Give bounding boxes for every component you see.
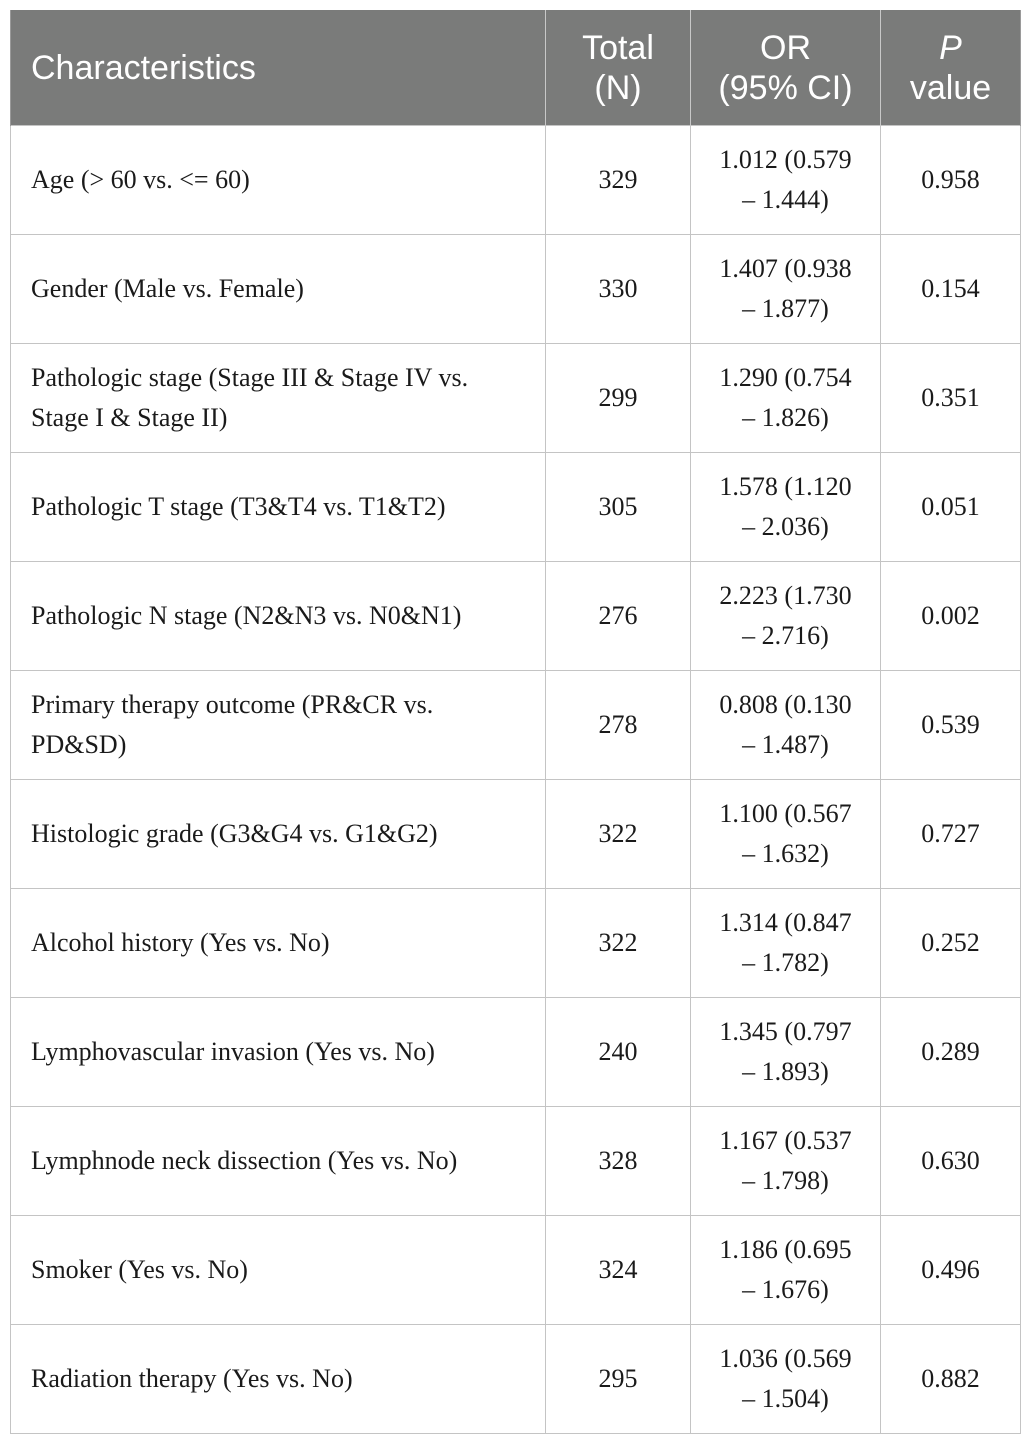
table-row: [11, 344, 1021, 453]
odds-ratio-upper: – 1.893): [742, 1057, 829, 1086]
cell-odds-ratio: [691, 126, 881, 235]
cell-characteristic: Lymphnode neck dissection (Yes vs. No): [11, 1107, 546, 1216]
cell-characteristic: Radiation therapy (Yes vs. No): [11, 1325, 546, 1434]
cell-p-value: 0.252: [881, 889, 1021, 998]
results-table: [10, 10, 1021, 1434]
cell-p-value: 0.289: [881, 998, 1021, 1107]
odds-ratio-estimate: 1.167 (0.537: [719, 1126, 852, 1155]
header-total-line2: (N): [594, 68, 642, 107]
odds-ratio-upper: – 1.877): [742, 294, 829, 323]
table-row: [11, 1107, 1021, 1216]
table-row: [11, 235, 1021, 344]
odds-ratio-estimate: 1.578 (1.120: [719, 472, 852, 501]
odds-ratio-estimate: 1.290 (0.754: [719, 363, 852, 392]
header-or-line1: OR: [760, 28, 811, 67]
cell-odds-ratio: [691, 1107, 881, 1216]
odds-ratio-upper: – 1.504): [742, 1384, 829, 1413]
header-or-line2: (95% CI): [718, 68, 853, 107]
cell-total: 305: [546, 453, 691, 562]
odds-ratio-estimate: 2.223 (1.730: [719, 581, 852, 610]
cell-p-value: 0.882: [881, 1325, 1021, 1434]
cell-characteristic: Primary therapy outcome (PR&CR vs. PD&SD): [11, 671, 546, 780]
odds-ratio-estimate: 1.407 (0.938: [719, 254, 852, 283]
header-p-line2: value: [909, 68, 992, 107]
cell-odds-ratio: [691, 453, 881, 562]
odds-ratio-upper: – 1.632): [742, 839, 829, 868]
cell-characteristic: Alcohol history (Yes vs. No): [11, 889, 546, 998]
cell-characteristic: Histologic grade (G3&G4 vs. G1&G2): [11, 780, 546, 889]
header-p-value: [881, 10, 1021, 126]
table-row: [11, 671, 1021, 780]
cell-p-value: 0.051: [881, 453, 1021, 562]
cell-total: 240: [546, 998, 691, 1107]
cell-characteristic: Gender (Male vs. Female): [11, 235, 546, 344]
odds-ratio-upper: – 1.444): [742, 185, 829, 214]
cell-odds-ratio: [691, 1325, 881, 1434]
header-characteristics: Characteristics: [11, 10, 546, 126]
cell-p-value: 0.630: [881, 1107, 1021, 1216]
table-row: [11, 126, 1021, 235]
odds-ratio-upper: – 2.036): [742, 512, 829, 541]
table-row: [11, 1325, 1021, 1434]
odds-ratio-estimate: 1.186 (0.695: [719, 1235, 852, 1264]
cell-total: 324: [546, 1216, 691, 1325]
cell-total: 329: [546, 126, 691, 235]
header-or: [691, 10, 881, 126]
cell-odds-ratio: [691, 235, 881, 344]
cell-total: 322: [546, 780, 691, 889]
cell-characteristic: Lymphovascular invasion (Yes vs. No): [11, 998, 546, 1107]
cell-total: 278: [546, 671, 691, 780]
odds-ratio-estimate: 1.012 (0.579: [719, 145, 852, 174]
odds-ratio-upper: – 1.676): [742, 1275, 829, 1304]
odds-ratio-upper: – 2.716): [742, 621, 829, 650]
cell-odds-ratio: [691, 671, 881, 780]
cell-p-value: 0.496: [881, 1216, 1021, 1325]
cell-characteristic: Age (> 60 vs. <= 60): [11, 126, 546, 235]
header-p-line1: P: [939, 28, 962, 67]
table-row: [11, 998, 1021, 1107]
odds-ratio-estimate: 1.314 (0.847: [719, 908, 852, 937]
cell-p-value: 0.958: [881, 126, 1021, 235]
table-row: [11, 453, 1021, 562]
table-row: [11, 780, 1021, 889]
odds-ratio-estimate: 1.036 (0.569: [719, 1344, 852, 1373]
header-total-line1: Total: [582, 28, 654, 67]
odds-ratio-upper: – 1.826): [742, 403, 829, 432]
cell-total: 328: [546, 1107, 691, 1216]
cell-p-value: 0.154: [881, 235, 1021, 344]
cell-p-value: 0.002: [881, 562, 1021, 671]
cell-total: 322: [546, 889, 691, 998]
table-body: [11, 126, 1021, 1434]
cell-characteristic: Smoker (Yes vs. No): [11, 1216, 546, 1325]
cell-odds-ratio: [691, 889, 881, 998]
table-row: [11, 889, 1021, 998]
cell-p-value: 0.727: [881, 780, 1021, 889]
cell-total: 276: [546, 562, 691, 671]
odds-ratio-estimate: 1.345 (0.797: [719, 1017, 852, 1046]
header-row: [11, 10, 1021, 126]
cell-characteristic: Pathologic T stage (T3&T4 vs. T1&T2): [11, 453, 546, 562]
odds-ratio-estimate: 0.808 (0.130: [719, 690, 852, 719]
odds-ratio-upper: – 1.782): [742, 948, 829, 977]
cell-odds-ratio: [691, 1216, 881, 1325]
cell-p-value: 0.351: [881, 344, 1021, 453]
cell-total: 295: [546, 1325, 691, 1434]
cell-odds-ratio: [691, 998, 881, 1107]
cell-odds-ratio: [691, 344, 881, 453]
cell-odds-ratio: [691, 780, 881, 889]
cell-p-value: 0.539: [881, 671, 1021, 780]
odds-ratio-upper: – 1.798): [742, 1166, 829, 1195]
odds-ratio-estimate: 1.100 (0.567: [719, 799, 852, 828]
table-row: [11, 1216, 1021, 1325]
header-total: [546, 10, 691, 126]
cell-characteristic: Pathologic N stage (N2&N3 vs. N0&N1): [11, 562, 546, 671]
cell-total: 299: [546, 344, 691, 453]
cell-total: 330: [546, 235, 691, 344]
table-row: [11, 562, 1021, 671]
odds-ratio-upper: – 1.487): [742, 730, 829, 759]
cell-characteristic: Pathologic stage (Stage III & Stage IV vs. Stage I & Stage II): [11, 344, 546, 453]
cell-odds-ratio: [691, 562, 881, 671]
table-header: [11, 10, 1021, 126]
